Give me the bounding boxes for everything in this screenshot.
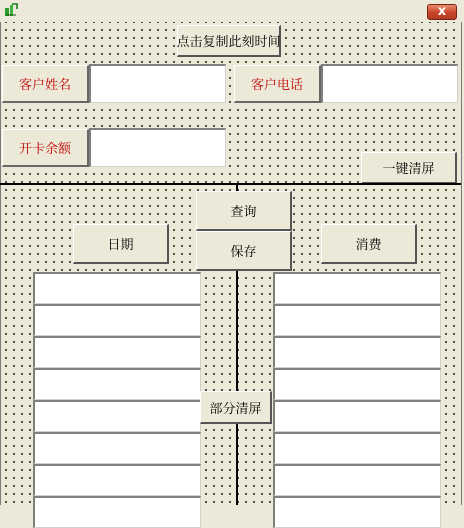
spend-column-label: 消费 <box>355 238 382 253</box>
spend-list-item[interactable] <box>273 496 441 528</box>
card-balance-label-text: 开卡余额 <box>18 142 71 157</box>
customer-phone-input[interactable] <box>321 64 458 103</box>
customer-name-label <box>2 65 89 103</box>
copy-time-button[interactable] <box>177 25 281 57</box>
customer-phone-label-text: 客户电话 <box>250 78 303 93</box>
spend-list-item[interactable] <box>273 336 441 368</box>
customer-name-input[interactable] <box>89 64 226 103</box>
date-list-item[interactable] <box>33 432 201 464</box>
date-column-label: 日期 <box>107 238 134 253</box>
date-list-item[interactable] <box>33 368 201 400</box>
window-left-edge <box>0 22 1 505</box>
date-column-header <box>73 224 169 264</box>
customer-name-label-text: 客户姓名 <box>18 78 71 93</box>
date-list-item[interactable] <box>33 496 201 528</box>
query-label: 查询 <box>230 205 257 220</box>
clear-partial-label: 部分清屏 <box>209 401 262 417</box>
spend-list-item[interactable] <box>273 304 441 336</box>
clear-all-button[interactable] <box>361 152 457 184</box>
date-list-item[interactable] <box>33 272 201 304</box>
spend-list-item[interactable] <box>273 400 441 432</box>
date-list <box>33 272 201 505</box>
date-list-item[interactable] <box>33 304 201 336</box>
close-window-button[interactable] <box>427 4 457 20</box>
customer-phone-label <box>234 65 321 103</box>
spend-list-item[interactable] <box>273 368 441 400</box>
close-icon: x <box>437 4 447 19</box>
query-button[interactable] <box>196 191 292 231</box>
spend-list-item[interactable] <box>273 432 441 464</box>
spend-list-item[interactable] <box>273 464 441 496</box>
clear-partial-button[interactable] <box>200 391 272 424</box>
copy-time-label: 点击复制此刻时间 <box>176 35 281 50</box>
card-balance-label <box>2 129 89 167</box>
save-label: 保存 <box>230 245 257 260</box>
date-list-item[interactable] <box>33 336 201 368</box>
spend-list <box>273 272 441 505</box>
save-button[interactable] <box>196 231 292 271</box>
date-list-item[interactable] <box>33 464 201 496</box>
vb-form-icon <box>4 3 18 17</box>
spend-column-header <box>321 224 417 264</box>
section-divider <box>0 183 461 185</box>
card-balance-input[interactable] <box>89 128 226 167</box>
date-list-item[interactable] <box>33 400 201 432</box>
clear-all-label: 一键清屏 <box>382 162 435 177</box>
spend-list-item[interactable] <box>273 272 441 304</box>
title-bar <box>0 0 464 22</box>
